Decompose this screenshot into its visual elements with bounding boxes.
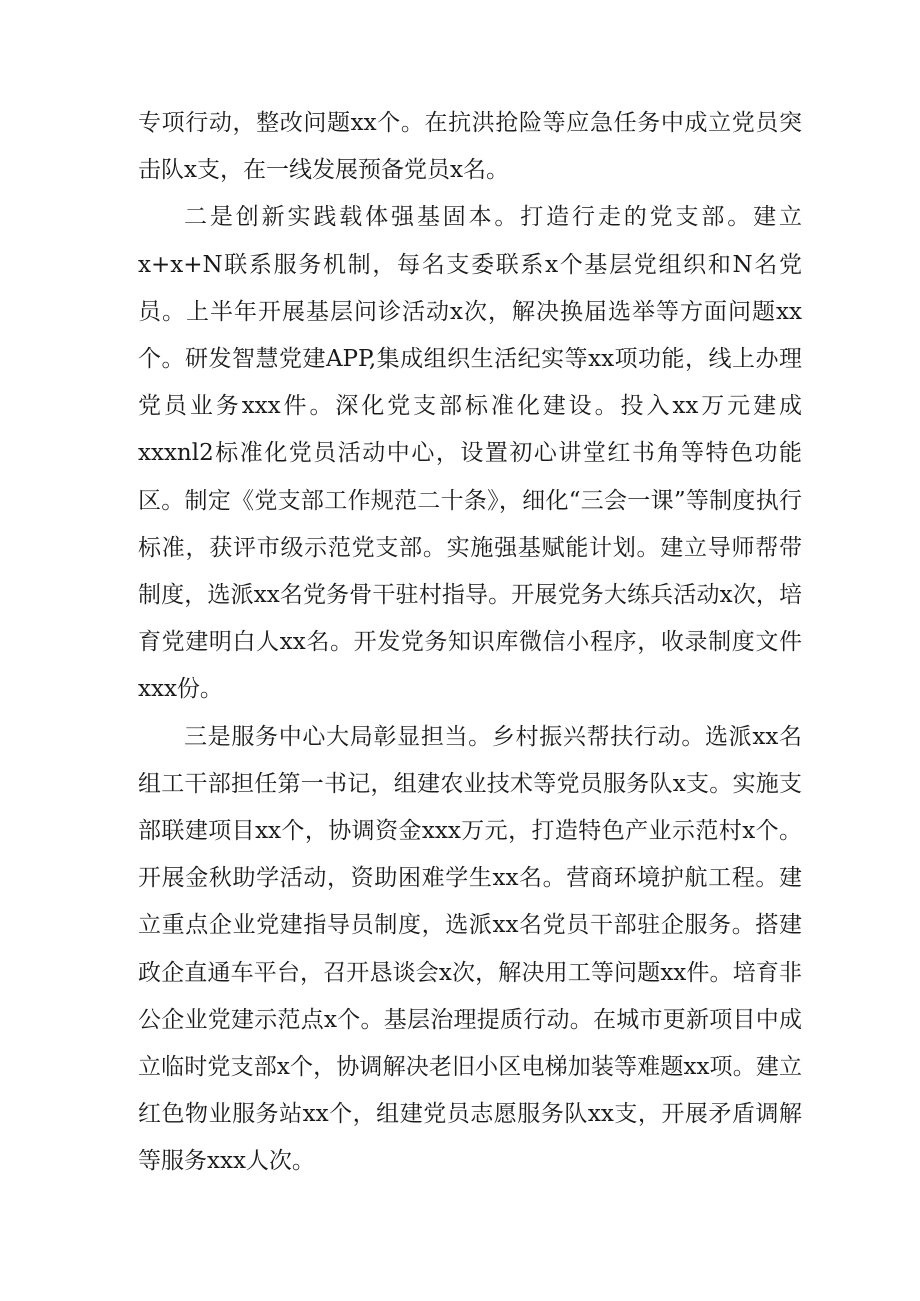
paragraph-innovation: 二是创新实践载体强基固本。打造行走的党支部。建立x+x+N联系服务机制，每名支委联系x个基层党组织和N名党员。上半年开展基层问诊活动x次，解决换届选举等方面问题xx个。研发智慧党建APP,集成组织生活纪实等xx项功能，线上办理党员业务xxx件。深化党支部标准化建设。投入xx万元建成xxxnl2标准化党员活动中心，设置初心讲堂红书角等特色功能区。制定《党支部工作规范二十条》，细化“三会一课”等制度执行标准，获评市级示范党支部。实施强基赋能计划。建立导师帮带制度，选派xx名党务骨干驻村指导。开展党务大练兵活动x次，培育党建明白人xx名。开发党务知识库微信小程序，收录制度文件xxx份。 <box>138 204 802 703</box>
paragraph-continuation: 专项行动，整改问题xx个。在抗洪抢险等应急任务中成立党员突击队x支，在一线发展预备党员x名。 <box>138 110 802 184</box>
document-body <box>138 100 802 1186</box>
paragraph-service: 三是服务中心大局彰显担当。乡村振兴帮扶行动。选派xx名组工干部担任第一书记，组建农业技术等党员服务队x支。实施支部联建项目xx个，协调资金xxx万元，打造特色产业示范村x个。开展金秋助学活动，资助困难学生xx名。营商环境护航工程。建立重点企业党建指导员制度，选派xx名党员干部驻企服务。搭建政企直通车平台，召开恳谈会x次，解决用工等问题xx件。培育非公企业党建示范点x个。基层治理提质行动。在城市更新项目中成立临时党支部x个，协调解决老旧小区电梯加装等难题xx项。建立红色物业服务站xx个，组建党员志愿服务队xx支，开展矛盾调解等服务xxx人次。 <box>138 723 802 1175</box>
